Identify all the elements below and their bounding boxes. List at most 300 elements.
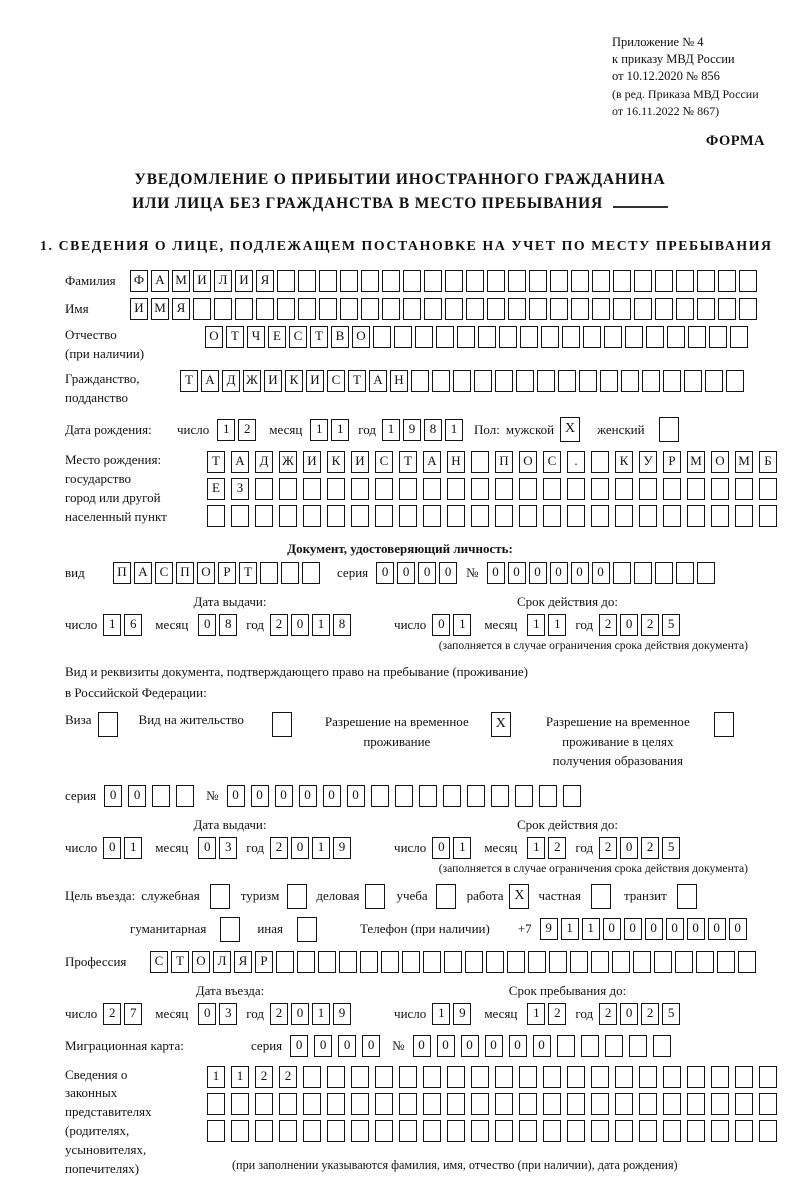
char-cell[interactable]: 6 (124, 614, 142, 636)
char-cell[interactable] (519, 1120, 537, 1142)
char-cell[interactable] (717, 951, 735, 973)
char-cell[interactable]: Т (171, 951, 189, 973)
char-cell[interactable] (207, 505, 225, 527)
char-cell[interactable]: О (519, 451, 537, 473)
char-cell[interactable] (327, 1093, 345, 1115)
char-cell[interactable]: 0 (299, 785, 317, 807)
char-cell[interactable] (507, 951, 525, 973)
char-cell[interactable] (432, 370, 450, 392)
char-cell[interactable] (621, 370, 639, 392)
char-cell[interactable] (563, 785, 581, 807)
char-cell[interactable] (495, 370, 513, 392)
char-cell[interactable]: Т (348, 370, 366, 392)
char-cell[interactable] (382, 270, 400, 292)
char-cell[interactable] (276, 951, 294, 973)
char-cell[interactable] (711, 1120, 729, 1142)
char-cell[interactable] (688, 326, 706, 348)
char-cell[interactable] (231, 1093, 249, 1115)
char-cell[interactable] (646, 326, 664, 348)
char-cell[interactable] (351, 1093, 369, 1115)
char-cell[interactable]: Т (180, 370, 198, 392)
char-cell[interactable]: 1 (527, 837, 545, 859)
char-cell[interactable] (399, 505, 417, 527)
char-cell[interactable]: 1 (103, 614, 121, 636)
purpose-private-checkbox[interactable] (591, 884, 611, 909)
char-cell[interactable]: Е (207, 478, 225, 500)
char-cell[interactable] (508, 298, 526, 320)
char-cell[interactable]: М (735, 451, 753, 473)
char-cell[interactable] (516, 370, 534, 392)
char-cell[interactable] (399, 478, 417, 500)
char-cell[interactable]: Я (234, 951, 252, 973)
char-cell[interactable] (759, 505, 777, 527)
char-cell[interactable] (508, 270, 526, 292)
char-cell[interactable] (537, 370, 555, 392)
char-cell[interactable] (519, 505, 537, 527)
purpose-work-checkbox[interactable]: X (509, 884, 529, 909)
char-cell[interactable] (351, 505, 369, 527)
char-cell[interactable] (327, 478, 345, 500)
char-cell[interactable] (447, 505, 465, 527)
purpose-tourism-checkbox[interactable] (287, 884, 307, 909)
char-cell[interactable]: 2 (548, 837, 566, 859)
char-cell[interactable] (735, 505, 753, 527)
char-cell[interactable] (676, 270, 694, 292)
char-cell[interactable] (457, 326, 475, 348)
char-cell[interactable] (592, 298, 610, 320)
char-cell[interactable] (663, 1120, 681, 1142)
char-cell[interactable]: 0 (687, 918, 705, 940)
char-cell[interactable] (567, 1093, 585, 1115)
char-cell[interactable] (487, 298, 505, 320)
char-cell[interactable] (495, 1093, 513, 1115)
char-cell[interactable] (735, 1066, 753, 1088)
char-cell[interactable]: 0 (708, 918, 726, 940)
char-cell[interactable]: . (567, 451, 585, 473)
char-cell[interactable]: 1 (432, 1003, 450, 1025)
char-cell[interactable] (615, 1066, 633, 1088)
char-cell[interactable] (495, 1120, 513, 1142)
char-cell[interactable] (541, 326, 559, 348)
char-cell[interactable]: 0 (418, 562, 436, 584)
char-cell[interactable]: 0 (729, 918, 747, 940)
char-cell[interactable] (298, 270, 316, 292)
char-cell[interactable]: С (289, 326, 307, 348)
char-cell[interactable]: Л (213, 951, 231, 973)
char-cell[interactable] (375, 1066, 393, 1088)
char-cell[interactable] (231, 505, 249, 527)
char-cell[interactable] (207, 1093, 225, 1115)
char-cell[interactable] (557, 1035, 575, 1057)
char-cell[interactable]: 2 (599, 1003, 617, 1025)
char-cell[interactable] (687, 1093, 705, 1115)
char-cell[interactable]: 2 (255, 1066, 273, 1088)
char-cell[interactable]: П (495, 451, 513, 473)
char-cell[interactable] (663, 478, 681, 500)
char-cell[interactable] (613, 270, 631, 292)
char-cell[interactable]: И (235, 270, 253, 292)
char-cell[interactable]: 2 (270, 1003, 288, 1025)
char-cell[interactable] (279, 1120, 297, 1142)
char-cell[interactable]: Т (207, 451, 225, 473)
char-cell[interactable]: О (197, 562, 215, 584)
char-cell[interactable] (399, 1066, 417, 1088)
char-cell[interactable] (726, 370, 744, 392)
char-cell[interactable] (423, 505, 441, 527)
char-cell[interactable]: И (306, 370, 324, 392)
char-cell[interactable]: Р (218, 562, 236, 584)
visa-checkbox[interactable] (98, 712, 118, 737)
char-cell[interactable] (231, 1120, 249, 1142)
char-cell[interactable] (255, 505, 273, 527)
char-cell[interactable] (375, 1120, 393, 1142)
char-cell[interactable] (549, 951, 567, 973)
char-cell[interactable]: 2 (599, 837, 617, 859)
char-cell[interactable] (687, 505, 705, 527)
char-cell[interactable]: 0 (198, 614, 216, 636)
char-cell[interactable]: М (172, 270, 190, 292)
char-cell[interactable] (687, 1066, 705, 1088)
char-cell[interactable]: 0 (620, 1003, 638, 1025)
char-cell[interactable] (655, 270, 673, 292)
char-cell[interactable]: 0 (487, 562, 505, 584)
char-cell[interactable] (591, 505, 609, 527)
char-cell[interactable] (625, 326, 643, 348)
char-cell[interactable] (298, 298, 316, 320)
char-cell[interactable] (445, 270, 463, 292)
char-cell[interactable] (711, 1066, 729, 1088)
char-cell[interactable] (399, 1093, 417, 1115)
char-cell[interactable] (663, 1093, 681, 1115)
char-cell[interactable]: 0 (290, 1035, 308, 1057)
char-cell[interactable] (634, 562, 652, 584)
char-cell[interactable] (495, 1066, 513, 1088)
char-cell[interactable] (639, 1066, 657, 1088)
char-cell[interactable] (303, 1066, 321, 1088)
char-cell[interactable] (591, 951, 609, 973)
char-cell[interactable] (613, 298, 631, 320)
char-cell[interactable] (759, 1120, 777, 1142)
char-cell[interactable] (403, 270, 421, 292)
char-cell[interactable]: 0 (645, 918, 663, 940)
char-cell[interactable]: П (113, 562, 131, 584)
char-cell[interactable]: 1 (124, 837, 142, 859)
char-cell[interactable] (436, 326, 454, 348)
char-cell[interactable] (697, 562, 715, 584)
char-cell[interactable] (567, 1120, 585, 1142)
char-cell[interactable]: С (543, 451, 561, 473)
char-cell[interactable]: 0 (291, 837, 309, 859)
char-cell[interactable] (471, 1066, 489, 1088)
char-cell[interactable]: С (375, 451, 393, 473)
char-cell[interactable]: 0 (251, 785, 269, 807)
char-cell[interactable]: 1 (548, 614, 566, 636)
char-cell[interactable]: 1 (453, 837, 471, 859)
char-cell[interactable]: 3 (219, 1003, 237, 1025)
char-cell[interactable]: С (327, 370, 345, 392)
char-cell[interactable]: О (352, 326, 370, 348)
char-cell[interactable]: 1 (382, 419, 400, 441)
char-cell[interactable]: С (150, 951, 168, 973)
char-cell[interactable] (495, 505, 513, 527)
char-cell[interactable]: 2 (270, 614, 288, 636)
char-cell[interactable] (394, 326, 412, 348)
char-cell[interactable] (570, 951, 588, 973)
char-cell[interactable] (381, 951, 399, 973)
char-cell[interactable] (676, 298, 694, 320)
char-cell[interactable] (730, 326, 748, 348)
char-cell[interactable]: И (264, 370, 282, 392)
char-cell[interactable]: Л (214, 270, 232, 292)
char-cell[interactable] (591, 1093, 609, 1115)
char-cell[interactable] (277, 270, 295, 292)
char-cell[interactable]: 1 (231, 1066, 249, 1088)
char-cell[interactable]: 5 (662, 614, 680, 636)
char-cell[interactable] (604, 326, 622, 348)
char-cell[interactable]: Д (255, 451, 273, 473)
purpose-official-checkbox[interactable] (210, 884, 230, 909)
char-cell[interactable] (444, 951, 462, 973)
purpose-business-checkbox[interactable] (365, 884, 385, 909)
char-cell[interactable]: 1 (331, 419, 349, 441)
char-cell[interactable] (639, 505, 657, 527)
purpose-humanitarian-checkbox[interactable] (220, 917, 240, 942)
char-cell[interactable]: 0 (432, 614, 450, 636)
char-cell[interactable] (675, 951, 693, 973)
char-cell[interactable]: А (423, 451, 441, 473)
char-cell[interactable] (558, 370, 576, 392)
char-cell[interactable] (235, 298, 253, 320)
char-cell[interactable] (327, 1120, 345, 1142)
char-cell[interactable] (613, 562, 631, 584)
char-cell[interactable] (152, 785, 170, 807)
char-cell[interactable] (277, 298, 295, 320)
char-cell[interactable] (303, 478, 321, 500)
char-cell[interactable] (571, 298, 589, 320)
char-cell[interactable]: 0 (198, 1003, 216, 1025)
char-cell[interactable] (667, 326, 685, 348)
char-cell[interactable]: 2 (641, 1003, 659, 1025)
char-cell[interactable]: 3 (219, 837, 237, 859)
char-cell[interactable]: Н (390, 370, 408, 392)
char-cell[interactable] (759, 1066, 777, 1088)
char-cell[interactable]: 8 (424, 419, 442, 441)
char-cell[interactable] (375, 505, 393, 527)
char-cell[interactable] (591, 1066, 609, 1088)
char-cell[interactable]: 0 (533, 1035, 551, 1057)
residence-permit-checkbox[interactable] (272, 712, 292, 737)
sex-female-checkbox[interactable] (659, 417, 679, 442)
char-cell[interactable] (600, 370, 618, 392)
char-cell[interactable]: Ч (247, 326, 265, 348)
char-cell[interactable] (302, 562, 320, 584)
char-cell[interactable]: 0 (508, 562, 526, 584)
char-cell[interactable] (676, 562, 694, 584)
char-cell[interactable] (360, 951, 378, 973)
char-cell[interactable]: Ж (279, 451, 297, 473)
char-cell[interactable]: 2 (599, 614, 617, 636)
char-cell[interactable] (615, 1120, 633, 1142)
char-cell[interactable]: 0 (485, 1035, 503, 1057)
char-cell[interactable]: 1 (561, 918, 579, 940)
char-cell[interactable] (684, 370, 702, 392)
char-cell[interactable]: 0 (592, 562, 610, 584)
char-cell[interactable] (562, 326, 580, 348)
char-cell[interactable]: 1 (312, 614, 330, 636)
char-cell[interactable] (519, 478, 537, 500)
char-cell[interactable]: И (351, 451, 369, 473)
char-cell[interactable] (281, 562, 299, 584)
char-cell[interactable] (399, 1120, 417, 1142)
char-cell[interactable] (639, 1093, 657, 1115)
char-cell[interactable]: И (193, 270, 211, 292)
char-cell[interactable]: 0 (437, 1035, 455, 1057)
char-cell[interactable]: 0 (550, 562, 568, 584)
char-cell[interactable] (255, 478, 273, 500)
char-cell[interactable] (471, 451, 489, 473)
char-cell[interactable] (709, 326, 727, 348)
char-cell[interactable] (696, 951, 714, 973)
char-cell[interactable] (495, 478, 513, 500)
char-cell[interactable] (591, 478, 609, 500)
char-cell[interactable] (478, 326, 496, 348)
char-cell[interactable] (361, 298, 379, 320)
char-cell[interactable] (697, 298, 715, 320)
char-cell[interactable] (424, 298, 442, 320)
char-cell[interactable]: З (231, 478, 249, 500)
char-cell[interactable]: 5 (662, 1003, 680, 1025)
char-cell[interactable] (471, 1093, 489, 1115)
char-cell[interactable]: 0 (620, 837, 638, 859)
char-cell[interactable] (655, 562, 673, 584)
char-cell[interactable] (581, 1035, 599, 1057)
char-cell[interactable]: 0 (461, 1035, 479, 1057)
char-cell[interactable]: 9 (540, 918, 558, 940)
char-cell[interactable]: Н (447, 451, 465, 473)
char-cell[interactable]: 0 (432, 837, 450, 859)
char-cell[interactable] (453, 370, 471, 392)
char-cell[interactable] (759, 1093, 777, 1115)
char-cell[interactable]: И (303, 451, 321, 473)
temp-residence-education-checkbox[interactable] (714, 712, 734, 737)
char-cell[interactable]: П (176, 562, 194, 584)
char-cell[interactable] (642, 370, 660, 392)
char-cell[interactable]: Д (222, 370, 240, 392)
char-cell[interactable] (351, 478, 369, 500)
char-cell[interactable] (303, 1120, 321, 1142)
char-cell[interactable] (318, 951, 336, 973)
char-cell[interactable] (279, 505, 297, 527)
char-cell[interactable]: 0 (128, 785, 146, 807)
char-cell[interactable] (423, 1093, 441, 1115)
char-cell[interactable]: А (201, 370, 219, 392)
char-cell[interactable]: 1 (310, 419, 328, 441)
char-cell[interactable]: Ж (243, 370, 261, 392)
char-cell[interactable] (474, 370, 492, 392)
char-cell[interactable] (629, 1035, 647, 1057)
char-cell[interactable] (639, 478, 657, 500)
char-cell[interactable] (403, 298, 421, 320)
char-cell[interactable] (373, 326, 391, 348)
char-cell[interactable]: 1 (453, 614, 471, 636)
char-cell[interactable] (327, 1066, 345, 1088)
char-cell[interactable]: 0 (413, 1035, 431, 1057)
char-cell[interactable] (711, 478, 729, 500)
char-cell[interactable] (447, 478, 465, 500)
purpose-transit-checkbox[interactable] (677, 884, 697, 909)
char-cell[interactable] (634, 270, 652, 292)
char-cell[interactable] (447, 1093, 465, 1115)
char-cell[interactable]: М (151, 298, 169, 320)
char-cell[interactable] (487, 270, 505, 292)
char-cell[interactable]: 8 (219, 614, 237, 636)
char-cell[interactable] (735, 1093, 753, 1115)
char-cell[interactable]: 0 (198, 837, 216, 859)
char-cell[interactable] (567, 1066, 585, 1088)
char-cell[interactable]: К (615, 451, 633, 473)
char-cell[interactable]: И (130, 298, 148, 320)
char-cell[interactable]: 0 (571, 562, 589, 584)
char-cell[interactable]: 9 (333, 837, 351, 859)
char-cell[interactable]: 0 (603, 918, 621, 940)
char-cell[interactable]: 2 (548, 1003, 566, 1025)
char-cell[interactable] (738, 951, 756, 973)
char-cell[interactable]: А (231, 451, 249, 473)
char-cell[interactable] (471, 505, 489, 527)
char-cell[interactable]: 7 (124, 1003, 142, 1025)
char-cell[interactable] (735, 478, 753, 500)
char-cell[interactable] (543, 505, 561, 527)
char-cell[interactable] (739, 270, 757, 292)
char-cell[interactable] (339, 951, 357, 973)
char-cell[interactable]: 0 (620, 614, 638, 636)
char-cell[interactable] (615, 478, 633, 500)
char-cell[interactable] (519, 1066, 537, 1088)
char-cell[interactable]: 0 (291, 1003, 309, 1025)
char-cell[interactable]: 0 (509, 1035, 527, 1057)
char-cell[interactable]: 0 (529, 562, 547, 584)
char-cell[interactable] (423, 1066, 441, 1088)
char-cell[interactable]: 9 (333, 1003, 351, 1025)
char-cell[interactable] (583, 326, 601, 348)
char-cell[interactable]: 0 (376, 562, 394, 584)
char-cell[interactable] (423, 478, 441, 500)
char-cell[interactable] (529, 270, 547, 292)
char-cell[interactable] (471, 1120, 489, 1142)
char-cell[interactable] (297, 951, 315, 973)
char-cell[interactable]: Р (255, 951, 273, 973)
char-cell[interactable] (550, 270, 568, 292)
char-cell[interactable] (371, 785, 389, 807)
char-cell[interactable] (303, 1093, 321, 1115)
char-cell[interactable]: 0 (347, 785, 365, 807)
char-cell[interactable] (687, 1120, 705, 1142)
char-cell[interactable]: 0 (291, 614, 309, 636)
char-cell[interactable] (361, 270, 379, 292)
char-cell[interactable] (567, 478, 585, 500)
char-cell[interactable]: Р (663, 451, 681, 473)
char-cell[interactable]: 8 (333, 614, 351, 636)
char-cell[interactable]: М (687, 451, 705, 473)
char-cell[interactable]: 0 (362, 1035, 380, 1057)
char-cell[interactable]: Б (759, 451, 777, 473)
char-cell[interactable]: О (192, 951, 210, 973)
char-cell[interactable]: 2 (103, 1003, 121, 1025)
char-cell[interactable] (340, 270, 358, 292)
char-cell[interactable] (255, 1093, 273, 1115)
char-cell[interactable]: Ф (130, 270, 148, 292)
char-cell[interactable] (543, 1093, 561, 1115)
